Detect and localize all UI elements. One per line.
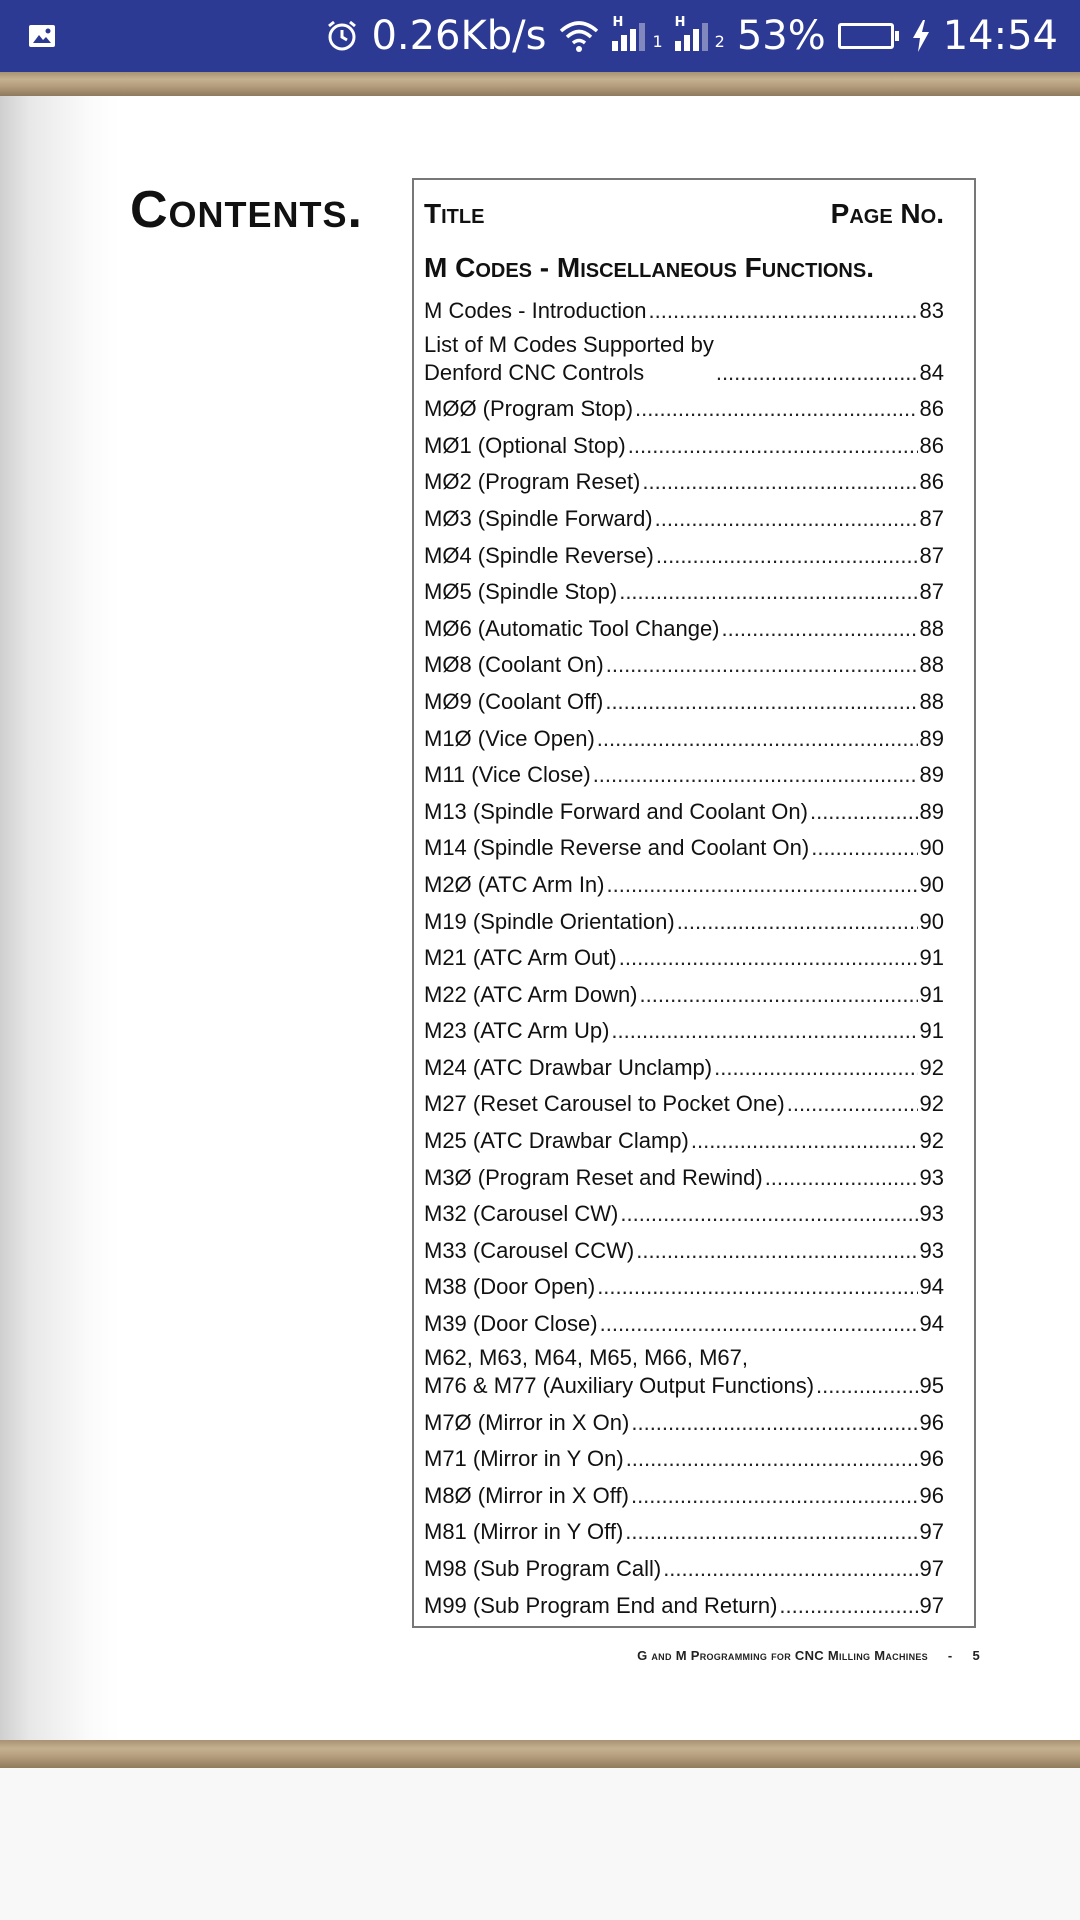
toc-entry-title: List of M Codes Supported by Denford CNC Controls — [424, 331, 714, 385]
toc-entry-page: 90 — [919, 908, 944, 934]
toc-entry-title: M2Ø (ATC Arm In) — [424, 871, 605, 897]
toc-leader-dots — [787, 1090, 918, 1118]
toc-entry-page: 97 — [919, 1592, 944, 1618]
toc-entry — [424, 423, 944, 460]
toc-entry — [424, 1265, 944, 1302]
toc-entry — [424, 753, 944, 790]
toc-entry-title: M14 (Spindle Reverse and Coolant On) — [424, 835, 810, 861]
toc-entry-page: 97 — [919, 1519, 944, 1545]
toc-leader-dots — [597, 1273, 917, 1301]
toc-entry — [424, 643, 944, 680]
image-icon — [28, 22, 56, 50]
toc-entry-page: 87 — [919, 542, 944, 568]
toc-entry-title: M71 (Mirror in Y On) — [424, 1446, 624, 1472]
toc-leader-dots — [810, 798, 918, 826]
toc-entry-title: M24 (ATC Drawbar Unclamp) — [424, 1054, 713, 1080]
toc-entry-title: MØ3 (Spindle Forward) — [424, 505, 653, 531]
alarm-icon — [325, 19, 359, 53]
footer-page-number: 5 — [972, 1648, 980, 1663]
toc-entry — [424, 1510, 944, 1547]
toc-entry-title: MØØ (Program Stop) — [424, 396, 634, 422]
toc-entry — [424, 533, 944, 570]
toc-entry — [424, 789, 944, 826]
toc-entry — [424, 1338, 944, 1400]
toc-entry — [424, 716, 944, 753]
toc-entry-page: 92 — [919, 1054, 944, 1080]
toc-entry-title: M39 (Door Close) — [424, 1311, 598, 1337]
toc-entry — [424, 1228, 944, 1265]
toc-entry-page: 86 — [919, 469, 944, 495]
toc-entry — [424, 1192, 944, 1229]
toc-entry — [424, 1118, 944, 1155]
toc-entry-title: M22 (ATC Arm Down) — [424, 981, 638, 1007]
toc-entry-title: M33 (Carousel CCW) — [424, 1237, 635, 1263]
toc-table — [412, 178, 976, 1628]
signal-icon: H 2 — [674, 15, 725, 51]
toc-leader-dots — [642, 468, 917, 496]
toc-entry-page: 94 — [919, 1311, 944, 1337]
battery-icon — [838, 23, 899, 49]
toc-entry-page: 91 — [919, 945, 944, 971]
toc-entry-title: M Codes - Introduction — [424, 297, 647, 323]
footer-separator: - — [947, 1648, 953, 1663]
toc-entry — [424, 1437, 944, 1474]
toc-entry-page: 97 — [919, 1556, 944, 1581]
toc-entry — [424, 1473, 944, 1510]
charging-icon — [911, 19, 931, 53]
toc-entry-title: MØ5 (Spindle Stop) — [424, 579, 618, 605]
frame-bottom — [0, 1740, 1080, 1768]
status-bar — [0, 0, 1080, 72]
toc-entry-title: MØ9 (Coolant Off) — [424, 688, 604, 714]
toc-leader-dots — [625, 1518, 917, 1546]
toc-entry-title: M38 (Door Open) — [424, 1274, 596, 1300]
toc-entry-page: 92 — [919, 1091, 944, 1117]
toc-entry-page: 96 — [919, 1482, 944, 1508]
toc-leader-dots — [677, 908, 918, 936]
toc-entry — [424, 1082, 944, 1119]
toc-entry-title: MØ2 (Program Reset) — [424, 469, 641, 495]
toc-leader-dots — [620, 1200, 917, 1228]
footer-text: G and M Programming for CNC Milling Machines — [637, 1648, 928, 1663]
toc-leader-dots — [691, 1127, 918, 1155]
toc-entry-page: 89 — [919, 762, 944, 788]
toc-entry — [424, 606, 944, 643]
toc-entry-title: MØ6 (Automatic Tool Change) — [424, 615, 720, 641]
toc-entry-page: 93 — [919, 1201, 944, 1227]
toc-leader-dots — [663, 1555, 917, 1583]
toc-leader-dots — [593, 761, 918, 789]
toc-leader-dots — [656, 542, 918, 570]
toc-entry-title: M81 (Mirror in Y Off) — [424, 1519, 624, 1545]
toc-entry-title: M19 (Spindle Orientation) — [424, 908, 675, 934]
toc-leader-dots — [816, 1372, 917, 1400]
toc-entry — [424, 1301, 944, 1338]
toc-entry — [424, 899, 944, 936]
toc-entry — [424, 972, 944, 1009]
toc-entry — [424, 1546, 944, 1583]
toc-leader-dots — [765, 1164, 918, 1192]
wifi-icon — [558, 19, 600, 53]
signal-icon: H 1 — [612, 15, 663, 51]
toc-entry-page: 88 — [919, 688, 944, 714]
toc-entry — [424, 460, 944, 497]
toc-entry-page: 90 — [919, 835, 944, 861]
toc-entry-page: 94 — [919, 1274, 944, 1300]
page-footer — [637, 1648, 980, 1663]
toc-entry — [424, 288, 944, 325]
toc-leader-dots — [640, 981, 918, 1009]
toc-leader-dots — [619, 578, 917, 606]
toc-entry-title: M99 (Sub Program End and Return) — [424, 1592, 778, 1618]
clock: 14:54 — [942, 13, 1058, 59]
toc-entry — [424, 826, 944, 863]
toc-leader-dots — [605, 688, 917, 716]
toc-entry-page: 93 — [919, 1237, 944, 1263]
toc-entry-title: M11 (Vice Close) — [424, 762, 591, 788]
toc-entry — [424, 1583, 944, 1620]
frame-top — [0, 72, 1080, 96]
toc-entry — [424, 1009, 944, 1046]
toc-entry-title: M25 (ATC Drawbar Clamp) — [424, 1128, 689, 1154]
toc-entry — [424, 862, 944, 899]
toc-entry-page: 84 — [919, 359, 944, 385]
toc-entry — [424, 936, 944, 973]
toc-entry-page: 95 — [919, 1373, 944, 1399]
toc-entry — [424, 679, 944, 716]
toc-entry-page: 96 — [919, 1409, 944, 1435]
toc-leader-dots — [716, 359, 918, 387]
toc-entry — [424, 387, 944, 424]
toc-entry-page: 89 — [919, 725, 944, 751]
toc-entry-page: 89 — [919, 798, 944, 824]
page-title: Contents. — [130, 181, 364, 239]
title-column-header: Title — [424, 198, 485, 229]
page-column-header: Page No. — [830, 198, 944, 229]
toc-entry-title: M32 (Carousel CW) — [424, 1201, 619, 1227]
toc-entry-page: 93 — [919, 1164, 944, 1190]
toc-entry-page: 83 — [919, 297, 944, 323]
network-speed: 0.26Kb/s — [371, 13, 547, 59]
toc-entry-title: MØ1 (Optional Stop) — [424, 432, 626, 458]
toc-leader-dots — [619, 944, 918, 972]
toc-leader-dots — [655, 505, 918, 533]
toc-leader-dots — [722, 615, 918, 643]
toc-leader-dots — [631, 1482, 918, 1510]
toc-list — [424, 288, 944, 1620]
toc-entry — [424, 496, 944, 533]
toc-entry-page: 87 — [919, 505, 944, 531]
toc-entry-title: M23 (ATC Arm Up) — [424, 1018, 610, 1044]
toc-leader-dots — [600, 1310, 918, 1338]
toc-entry-title: MØ8 (Coolant On) — [424, 652, 604, 678]
toc-leader-dots — [607, 871, 918, 899]
toc-entry — [424, 1045, 944, 1082]
toc-leader-dots — [649, 297, 918, 325]
toc-header — [424, 198, 944, 230]
toc-entry-title: M13 (Spindle Forward and Coolant On) — [424, 798, 808, 824]
toc-leader-dots — [606, 651, 918, 679]
toc-entry-page: 92 — [919, 1128, 944, 1154]
toc-leader-dots — [597, 725, 918, 753]
toc-entry — [424, 570, 944, 607]
toc-leader-dots — [611, 1017, 917, 1045]
toc-entry-page: 86 — [919, 396, 944, 422]
toc-entry-page: 88 — [919, 652, 944, 678]
toc-entry-page: 86 — [919, 432, 944, 458]
toc-leader-dots — [628, 432, 918, 460]
toc-entry — [424, 1155, 944, 1192]
toc-entry-title: M8Ø (Mirror in X Off) — [424, 1482, 629, 1508]
toc-entry-title: M21 (ATC Arm Out) — [424, 945, 617, 971]
toc-entry-title: MØ4 (Spindle Reverse) — [424, 542, 654, 568]
toc-entry-title: M3Ø (Program Reset and Rewind) — [424, 1164, 763, 1190]
toc-entry-page: 96 — [919, 1446, 944, 1472]
toc-entry-title: M62, M63, M64, M65, M66, M67, M76 & M77 (Auxiliary Output Functions) — [424, 1345, 815, 1399]
toc-entry-title: M27 (Reset Carousel to Pocket One) — [424, 1091, 785, 1117]
toc-leader-dots — [779, 1592, 917, 1620]
document-page — [0, 96, 1080, 1740]
toc-entry-page: 87 — [919, 579, 944, 605]
toc-leader-dots — [626, 1445, 918, 1473]
section-heading: M Codes - Miscellaneous Functions. — [424, 252, 874, 283]
toc-leader-dots — [635, 395, 917, 423]
toc-entry-page: 90 — [919, 871, 944, 897]
toc-entry-title: M1Ø (Vice Open) — [424, 725, 595, 751]
toc-leader-dots — [714, 1054, 917, 1082]
toc-entry-title: M98 (Sub Program Call) — [424, 1556, 662, 1581]
toc-entry-page: 91 — [919, 981, 944, 1007]
toc-entry — [424, 325, 944, 387]
toc-leader-dots — [636, 1237, 917, 1265]
toc-leader-dots — [631, 1409, 917, 1437]
toc-entry-title: M7Ø (Mirror in X On) — [424, 1409, 630, 1435]
battery-percent: 53% — [736, 13, 826, 59]
toc-entry-page: 91 — [919, 1018, 944, 1044]
toc-leader-dots — [811, 834, 917, 862]
toc-entry — [424, 1400, 944, 1437]
toc-entry-page: 88 — [919, 615, 944, 641]
